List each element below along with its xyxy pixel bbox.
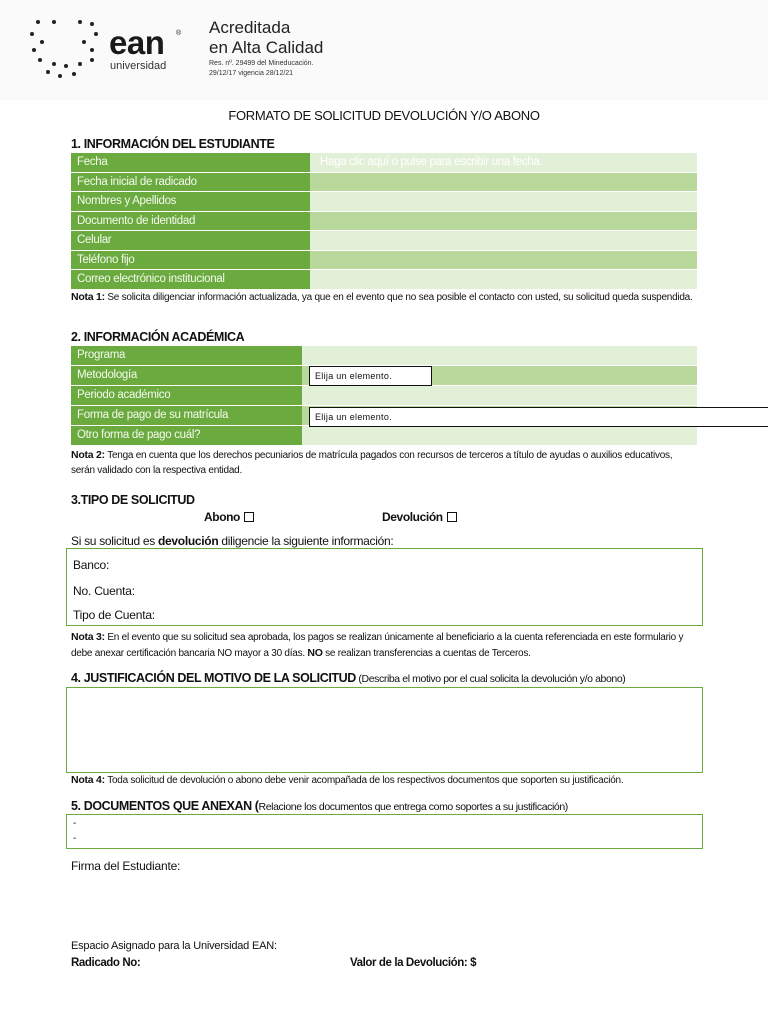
note-1 bbox=[71, 290, 697, 306]
field-label: Programa bbox=[71, 346, 302, 365]
table-row bbox=[71, 192, 697, 212]
id-document-field[interactable] bbox=[310, 212, 697, 231]
field-label: Fecha bbox=[71, 153, 310, 172]
note-text: Tenga en cuenta que los derechos pecuniarios de matrícula pagados con recursos de terceros a título de ayudas o auxilios educativos, serán validado con la respectiva entidad. bbox=[71, 450, 673, 476]
note-label: Nota 4: bbox=[71, 774, 105, 786]
devolucion-checkbox[interactable] bbox=[447, 512, 457, 522]
field-label: Documento de identidad bbox=[71, 212, 310, 231]
academic-info-table bbox=[71, 346, 697, 446]
document-item[interactable]: - bbox=[73, 818, 77, 829]
devolucion-instruction bbox=[71, 534, 393, 548]
radicado-label: Radicado No: bbox=[71, 957, 141, 969]
field-label: Metodología bbox=[71, 366, 302, 385]
field-label: Periodo académico bbox=[71, 386, 302, 405]
student-signature-label: Firma del Estudiante: bbox=[71, 859, 181, 873]
note-bold: NO bbox=[307, 646, 323, 659]
field-label: Nombres y Apellidos bbox=[71, 192, 310, 211]
field-label: Teléfono fijo bbox=[71, 251, 310, 270]
bank-info-box[interactable] bbox=[66, 548, 703, 626]
date-field[interactable]: Haga clic aquí o pulse para escribir una fecha. bbox=[310, 153, 697, 172]
table-row bbox=[71, 173, 697, 193]
note-text: Se solicita diligenciar información actualizada, ya que en el evento que no sea posible el contacto con usted, su solicitud queda suspendida. bbox=[104, 292, 693, 303]
table-row bbox=[71, 270, 697, 290]
table-row bbox=[71, 231, 697, 251]
table-row bbox=[71, 386, 697, 406]
section4-title-text: 4. JUSTIFICACIÓN DEL MOTIVO DE LA SOLICITUD bbox=[71, 671, 356, 685]
table-row bbox=[71, 426, 697, 446]
devolucion-option[interactable] bbox=[382, 510, 457, 524]
accreditation-line-1: Acreditada bbox=[209, 18, 291, 37]
section4-subtitle: (Describa el motivo por el cual solicita la devolución y/o abono) bbox=[355, 673, 626, 685]
abono-label: Abono bbox=[204, 510, 240, 524]
abono-checkbox[interactable] bbox=[244, 512, 254, 522]
abono-option[interactable] bbox=[204, 510, 254, 524]
document-item[interactable]: - bbox=[73, 833, 77, 844]
table-row bbox=[71, 251, 697, 271]
documents-box[interactable] bbox=[66, 814, 703, 849]
section5-title bbox=[71, 799, 568, 813]
justification-box[interactable] bbox=[66, 687, 703, 773]
logo-registered-mark: ® bbox=[176, 30, 182, 37]
table-row bbox=[71, 346, 697, 366]
account-type-field[interactable]: Tipo de Cuenta: bbox=[73, 608, 155, 622]
section3-title: 3.TIPO DE SOLICITUD bbox=[71, 493, 195, 507]
other-payment-field[interactable] bbox=[302, 426, 697, 445]
instruction-text: diligencie la siguiente información: bbox=[218, 534, 394, 548]
bank-field[interactable]: Banco: bbox=[73, 558, 110, 572]
section2-title: 2. INFORMACIÓN ACADÉMICA bbox=[71, 330, 245, 344]
note-4 bbox=[71, 773, 697, 789]
full-name-field[interactable] bbox=[310, 192, 697, 211]
note-label: Nota 2: bbox=[71, 449, 105, 461]
account-number-field[interactable]: No. Cuenta: bbox=[73, 584, 135, 598]
note-label: Nota 1: bbox=[71, 291, 105, 303]
note-text: En el evento que su solicitud sea aprobada, los pagos se realizan únicamente al beneficiario a la cuenta referenciada en este formulario y debe anexar certificación bancaria NO mayor a 30 días. bbox=[71, 632, 684, 659]
field-label: Correo electrónico institucional bbox=[71, 270, 310, 289]
student-info-table bbox=[71, 153, 697, 290]
academic-period-field[interactable] bbox=[302, 386, 697, 405]
logo-subtitle: universidad bbox=[110, 60, 167, 72]
note-2 bbox=[71, 448, 697, 478]
instruction-bold: devolución bbox=[158, 534, 219, 548]
note-label: Nota 3: bbox=[71, 631, 105, 643]
accreditation-validity: 29/12/17 vigencia 28/12/21 bbox=[209, 70, 294, 77]
refund-value-label: Valor de la Devolución: $ bbox=[350, 957, 477, 969]
note-text: se realizan transferencias a cuentas de Terceros. bbox=[322, 647, 531, 659]
field-label: Otro forma de pago cuál? bbox=[71, 426, 302, 445]
mobile-field[interactable] bbox=[310, 231, 697, 250]
logo-wordmark: ean bbox=[109, 24, 165, 61]
section5-title-text: 5. DOCUMENTOS QUE ANEXAN ( bbox=[71, 799, 259, 813]
field-label: Fecha inicial de radicado bbox=[71, 173, 310, 192]
table-row bbox=[71, 153, 697, 173]
note-text: Toda solicitud de devolución o abono debe venir acompañada de los respectivos documentos que soporten su justificación. bbox=[104, 775, 624, 786]
section1-title: 1. INFORMACIÓN DEL ESTUDIANTE bbox=[71, 137, 275, 151]
accreditation-line-2: en Alta Calidad bbox=[209, 38, 324, 57]
university-reserved-label: Espacio Asignado para la Universidad EAN: bbox=[71, 940, 277, 952]
section4-title bbox=[71, 671, 625, 685]
landline-field[interactable] bbox=[310, 251, 697, 270]
devolucion-label: Devolución bbox=[382, 510, 443, 524]
field-label: Celular bbox=[71, 231, 310, 250]
program-field[interactable] bbox=[302, 346, 697, 365]
field-label: Forma de pago de su matrícula bbox=[71, 406, 302, 425]
ean-logo-dots-icon bbox=[30, 18, 105, 80]
radicado-date-field[interactable] bbox=[310, 173, 697, 192]
document-title: FORMATO DE SOLICITUD DEVOLUCIÓN Y/O ABONO bbox=[228, 108, 540, 123]
email-field[interactable] bbox=[310, 270, 697, 289]
section5-subtitle: Relacione los documentos que entrega como soportes a su justificación) bbox=[258, 801, 568, 813]
table-row bbox=[71, 212, 697, 232]
payment-method-dropdown[interactable]: Elija un elemento. bbox=[309, 407, 768, 427]
accreditation-resolution: Res. nº. 29499 del Mineducación. bbox=[209, 60, 314, 67]
instruction-text: Si su solicitud es bbox=[71, 534, 159, 548]
methodology-dropdown[interactable]: Elija un elemento. bbox=[309, 366, 432, 386]
note-3 bbox=[71, 630, 697, 661]
